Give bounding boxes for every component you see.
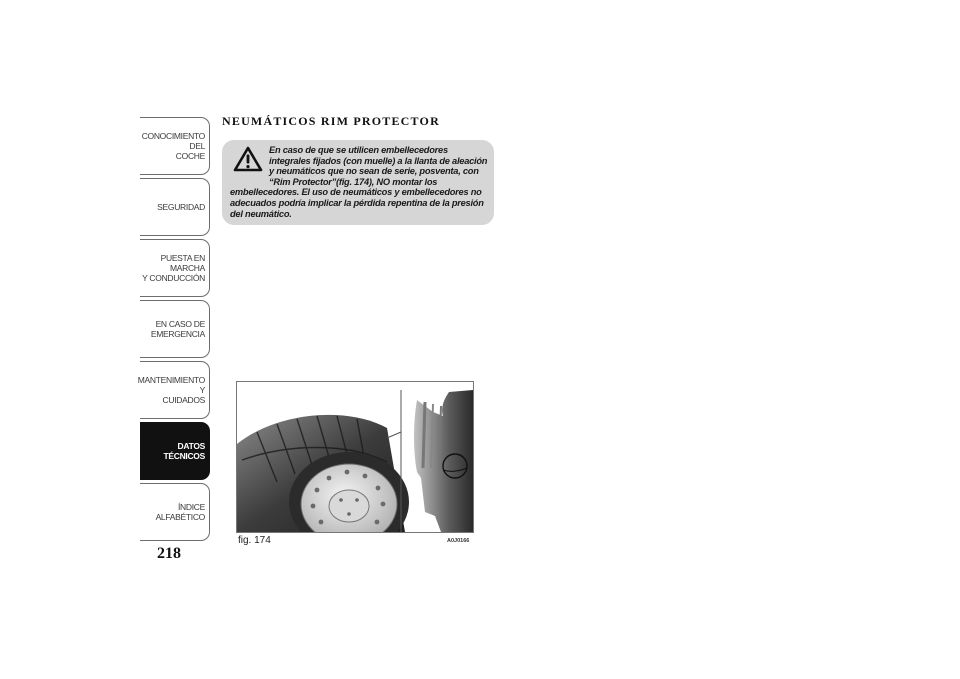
- warning-box: [222, 140, 494, 225]
- warning-text: En caso de que se utilicen embellecedores integrales fijados (con muelle) a la llanta de aleación y neumáticos que no sean de serie, posventa, con “Rim Protector”(fig. 174), NO montar los embellecedores. El uso de neumáticos y embellecedores no adecuados podría implicar la pérdida repentina de la presión del neumático.: [230, 145, 488, 219]
- tire-illustration: [237, 382, 473, 532]
- warning-text-block: [230, 145, 489, 219]
- tab-datos-tecnicos[interactable]: DATOS TÉCNICOS: [140, 422, 210, 480]
- tab-indice-alfabetico[interactable]: ÍNDICE ALFABÉTICO: [140, 483, 210, 541]
- figure-caption: fig. 174: [238, 535, 271, 546]
- tab-conocimiento-del-coche[interactable]: CONOCIMIENTO DEL COCHE: [140, 117, 210, 175]
- tab-en-caso-de-emergencia[interactable]: EN CASO DE EMERGENCIA: [140, 300, 210, 358]
- section-heading: NEUMÁTICOS RIM PROTECTOR: [222, 114, 440, 128]
- figure-code: A0J0166: [447, 538, 470, 544]
- page-number: 218: [157, 545, 181, 562]
- tab-puesta-en-marcha[interactable]: PUESTA EN MARCHA Y CONDUCCIÓN: [140, 239, 210, 297]
- figure-tire-rim-protector: [236, 381, 474, 533]
- tab-mantenimiento-y-cuidados[interactable]: MANTENIMIENTO Y CUIDADOS: [140, 361, 210, 419]
- tab-seguridad[interactable]: SEGURIDAD: [140, 178, 210, 236]
